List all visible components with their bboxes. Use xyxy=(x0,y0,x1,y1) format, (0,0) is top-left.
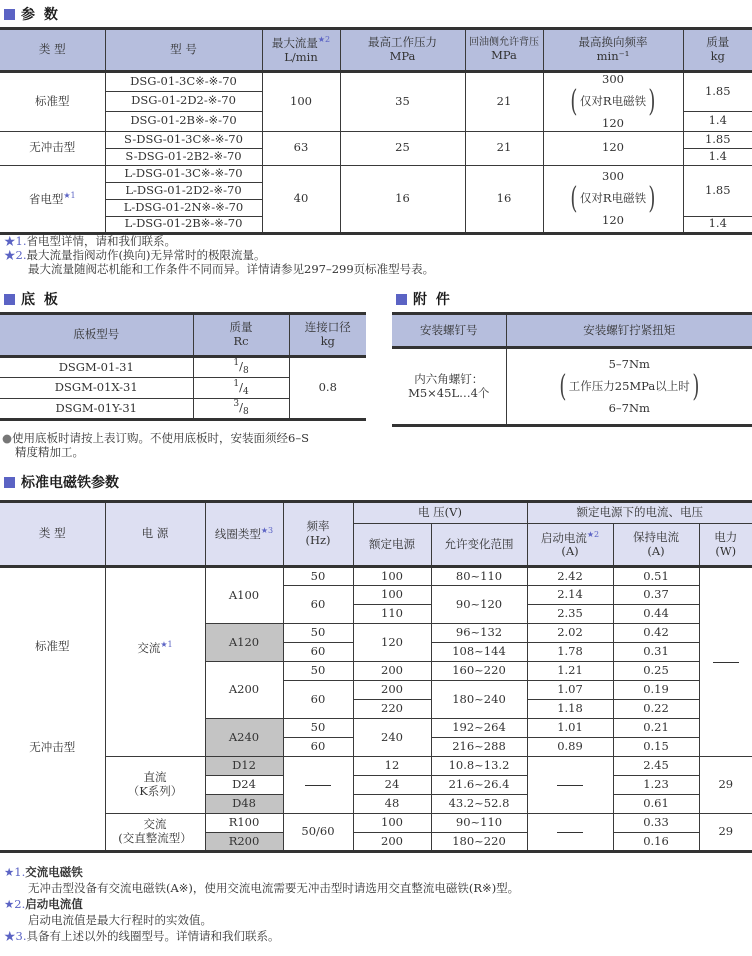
inrush-cell: 1.07 xyxy=(527,681,613,700)
freq-cell: 60 xyxy=(283,643,353,662)
note-2: ★2.最大流量指阀动作(换向)无异常时的极限流量。 xyxy=(4,248,266,262)
params-title-text: 参 数 xyxy=(21,7,60,23)
baseplate-table xyxy=(0,312,366,421)
dc-freq-cell xyxy=(283,757,353,814)
baseplate-mass-cell: 0.8 xyxy=(289,357,366,420)
col-header-max-flow: 最大流量$^{★2}$ L/min xyxy=(262,29,340,72)
back-pressure-cell: 21 xyxy=(465,72,543,132)
holding-cell: 0.42 xyxy=(613,624,699,643)
screw-cell: 内六角螺钉： M5×45L…4个 xyxy=(392,348,506,426)
col-header-range: 允许变化范围 xyxy=(431,524,527,567)
inrush-cell: 2.02 xyxy=(527,624,613,643)
coil-cell: A240 xyxy=(205,719,283,757)
range-cell: 192~264 xyxy=(431,719,527,738)
table-row xyxy=(0,72,752,92)
freq-cell: 50 xyxy=(283,624,353,643)
section-square-icon xyxy=(4,9,15,20)
params-notes xyxy=(4,234,434,276)
holding-cell: 0.31 xyxy=(613,643,699,662)
baseplate-title-text: 底 板 xyxy=(21,292,60,308)
range-cell: 10.8~13.2 xyxy=(431,757,527,776)
inrush-cell: 2.42 xyxy=(527,567,613,586)
note-2-continued: 最大流量随阀芯机能和工作条件不同而异。详情请参见297–299页标准型号表。 xyxy=(28,262,435,276)
torque-cell: 5–7Nm ( 工作压力25MPa以上时 ) 6–7Nm xyxy=(506,348,752,426)
rated-cell: 100 xyxy=(353,586,431,605)
range-cell: 180~220 xyxy=(431,833,527,852)
range-cell: 160~220 xyxy=(431,662,527,681)
rated-cell: 220 xyxy=(353,700,431,719)
model-cell: L-DSG-01-3C※-※-70 xyxy=(105,165,262,182)
type-cell: 标准型 xyxy=(0,72,105,132)
range-cell: 90~120 xyxy=(431,586,527,624)
type-shockless-cell: 无冲击型 xyxy=(0,757,105,852)
back-pressure-cell: 16 xyxy=(465,165,543,233)
model-cell: DSG-01-3C※-※-70 xyxy=(105,72,262,92)
col-header-baseplate-mass: 质量 Rc xyxy=(193,314,289,357)
dash-icon xyxy=(557,832,583,833)
holding-cell: 0.16 xyxy=(613,833,699,852)
range-cell: 43.2~52.8 xyxy=(431,795,527,814)
coil-cell: R100 xyxy=(205,814,283,833)
accessory-title-text: 附 件 xyxy=(413,292,452,308)
table-row xyxy=(0,567,752,586)
max-freq-cell: 300 ( 仅对R电磁铁 ) 120 xyxy=(543,165,683,233)
params-section-title xyxy=(4,4,60,24)
col-header-voltage: 电 压(V) xyxy=(353,502,527,524)
freq-cell: 60 xyxy=(283,586,353,624)
holding-cell: 0.19 xyxy=(613,681,699,700)
range-cell: 216~288 xyxy=(431,738,527,757)
type-cell: 省电型$^{★1}$ xyxy=(0,165,105,233)
col-header-freq: 频率 (Hz) xyxy=(283,502,353,567)
coil-cell: A100 xyxy=(205,567,283,624)
rated-cell: 24 xyxy=(353,776,431,795)
inrush-cell: 1.21 xyxy=(527,662,613,681)
coil-cell: A120 xyxy=(205,624,283,662)
baseplate-section-title xyxy=(4,289,60,309)
inrush-cell: 1.78 xyxy=(527,643,613,662)
range-cell: 80~110 xyxy=(431,567,527,586)
coil-cell: R200 xyxy=(205,833,283,852)
col-header-holding: 保持电流 (A) xyxy=(613,524,699,567)
accessory-table xyxy=(392,312,752,427)
col-header-type: 类 型 xyxy=(0,29,105,72)
accessory-section-title xyxy=(396,289,452,309)
table-row xyxy=(0,131,752,148)
power-dc-cell: 直流 （K系列） xyxy=(105,757,205,814)
model-cell: L-DSG-01-2N※-※-70 xyxy=(105,199,262,216)
col-header-max-freq: 最高换向频率 min⁻¹ xyxy=(543,29,683,72)
mass-cell: 1.4 xyxy=(683,148,752,165)
holding-cell: 2.45 xyxy=(613,757,699,776)
model-cell: S-DSG-01-2B2-※-70 xyxy=(105,148,262,165)
dash-icon xyxy=(557,785,583,786)
dash-icon xyxy=(305,785,331,786)
col-header-sol-power: 电 源 xyxy=(105,502,205,567)
col-header-max-pressure: 最高工作压力 MPa xyxy=(340,29,465,72)
holding-cell: 0.15 xyxy=(613,738,699,757)
holding-cell: 0.61 xyxy=(613,795,699,814)
freq-cell: 50 xyxy=(283,719,353,738)
inrush-cell: 0.89 xyxy=(527,738,613,757)
freq-cell: 60 xyxy=(283,681,353,719)
sol-note-2-title: ★2.启动电流值 xyxy=(4,897,83,911)
holding-cell: 0.51 xyxy=(613,567,699,586)
table-row xyxy=(0,165,752,182)
range-cell: 108~144 xyxy=(431,643,527,662)
holding-cell: 1.23 xyxy=(613,776,699,795)
rated-cell: 100 xyxy=(353,567,431,586)
max-flow-cell: 100 xyxy=(262,72,340,132)
range-cell: 180~240 xyxy=(431,681,527,719)
note-1: ★1.省电型详情，请和我们联系。 xyxy=(4,234,176,248)
holding-cell: 0.33 xyxy=(613,814,699,833)
mass-cell: 1.85 xyxy=(683,165,752,216)
holding-cell: 0.22 xyxy=(613,700,699,719)
col-header-mass: 质量 kg xyxy=(683,29,752,72)
max-flow-cell: 40 xyxy=(262,165,340,233)
rated-cell: 200 xyxy=(353,833,431,852)
col-header-coil: 线圈类型$^{★3}$ xyxy=(205,502,283,567)
coil-cell: D12 xyxy=(205,757,283,776)
col-header-current-group: 额定电源下的电流、电压 xyxy=(527,502,752,524)
max-pressure-cell: 25 xyxy=(340,131,465,165)
back-pressure-cell: 21 xyxy=(465,131,543,165)
rect-inrush-cell xyxy=(527,814,613,852)
mass-cell: 1.85 xyxy=(683,72,752,112)
table-row xyxy=(0,814,752,833)
coil-cell: A200 xyxy=(205,662,283,719)
col-header-rated: 额定电源 xyxy=(353,524,431,567)
power-ac-cell: 交流$^{★1}$ xyxy=(105,567,205,757)
range-cell: 90~110 xyxy=(431,814,527,833)
model-cell: DSG-01-2D2-※-70 xyxy=(105,91,262,111)
holding-cell: 0.25 xyxy=(613,662,699,681)
rated-cell: 200 xyxy=(353,681,431,700)
range-cell: 21.6~26.4 xyxy=(431,776,527,795)
solenoid-table xyxy=(0,500,752,853)
dash-icon xyxy=(713,662,739,663)
max-freq-cell: 300 ( 仅对R电磁铁 ) 120 xyxy=(543,72,683,132)
inrush-cell: 1.18 xyxy=(527,700,613,719)
baseplate-note: ●使用底板时请按上表订购。不使用底板时，安装面须经6–S 精度精加工。 xyxy=(2,431,309,459)
type-standard-cell: 标准型 xyxy=(0,567,105,757)
holding-cell: 0.37 xyxy=(613,586,699,605)
col-header-back-pressure: 回油侧允许背压 MPa xyxy=(465,29,543,72)
params-table xyxy=(0,27,752,235)
solenoid-section-title xyxy=(4,472,119,492)
max-pressure-cell: 16 xyxy=(340,165,465,233)
rated-cell: 110 xyxy=(353,605,431,624)
baseplate-model-cell: DSGM-01X-31 xyxy=(0,378,193,399)
sol-note-3: ★3.具备有上述以外的线圈型号。详情请和我们联系。 xyxy=(4,929,280,943)
model-cell: S-DSG-01-3C※-※-70 xyxy=(105,131,262,148)
rc-fraction-cell: $^1/_8$ xyxy=(193,357,289,378)
section-square-icon xyxy=(396,294,407,305)
type-cell: 无冲击型 xyxy=(0,131,105,165)
col-header-inrush: 启动电流$^{★2}$ (A) xyxy=(527,524,613,567)
section-square-icon xyxy=(4,294,15,305)
rc-fraction-cell: $^3/_8$ xyxy=(193,399,289,420)
holding-cell: 0.21 xyxy=(613,719,699,738)
max-pressure-cell: 35 xyxy=(340,72,465,132)
sol-note-2-text: 启动电流值是最大行程时的实效值。 xyxy=(28,913,212,927)
dc-inrush-cell xyxy=(527,757,613,814)
mass-cell: 1.4 xyxy=(683,111,752,131)
rated-cell: 240 xyxy=(353,719,431,757)
rated-cell: 12 xyxy=(353,757,431,776)
inrush-cell: 2.14 xyxy=(527,586,613,605)
col-header-screw: 安装螺钉号 xyxy=(392,314,506,348)
col-header-sol-type: 类 型 xyxy=(0,502,105,567)
col-header-model: 型 号 xyxy=(105,29,262,72)
col-header-power-w: 电力 (W) xyxy=(699,524,752,567)
holding-cell: 0.44 xyxy=(613,605,699,624)
mass-cell: 1.4 xyxy=(683,216,752,233)
max-flow-cell: 63 xyxy=(262,131,340,165)
table-row xyxy=(0,757,752,776)
model-cell: DSG-01-2B※-※-70 xyxy=(105,111,262,131)
baseplate-model-cell: DSGM-01-31 xyxy=(0,357,193,378)
dc-power-cell: 29 xyxy=(699,757,752,814)
sol-note-1-title: ★1.交流电磁铁 xyxy=(4,865,83,879)
rect-freq-cell: 50/60 xyxy=(283,814,353,852)
sol-note-1-text: 无冲击型没备有交流电磁铁(A※)，使用交流电流需要无冲击型时请选用交直整流电磁铁(R※)型。 xyxy=(28,881,520,895)
inrush-cell: 1.01 xyxy=(527,719,613,738)
range-cell: 96~132 xyxy=(431,624,527,643)
rect-power-cell: 29 xyxy=(699,814,752,852)
rated-cell: 48 xyxy=(353,795,431,814)
section-square-icon xyxy=(4,477,15,488)
max-freq-cell: 120 xyxy=(543,131,683,165)
rated-cell: 120 xyxy=(353,624,431,662)
table-row xyxy=(0,357,366,378)
model-cell: L-DSG-01-2D2-※-70 xyxy=(105,182,262,199)
solenoid-title-text: 标准电磁铁参数 xyxy=(21,475,119,491)
mass-cell: 1.85 xyxy=(683,131,752,148)
freq-cell: 50 xyxy=(283,662,353,681)
rated-cell: 200 xyxy=(353,662,431,681)
rc-fraction-cell: $^1/_4$ xyxy=(193,378,289,399)
ac-power-cell xyxy=(699,567,752,757)
inrush-cell: 2.35 xyxy=(527,605,613,624)
col-header-baseplate-port: 连接口径 kg xyxy=(289,314,366,357)
freq-cell: 60 xyxy=(283,738,353,757)
model-cell: L-DSG-01-2B※-※-70 xyxy=(105,216,262,233)
baseplate-model-cell: DSGM-01Y-31 xyxy=(0,399,193,420)
col-header-torque: 安装螺钉拧紧扭矩 xyxy=(506,314,752,348)
col-header-baseplate-model: 底板型号 xyxy=(0,314,193,357)
power-rect-cell: 交流 (交直整流型） xyxy=(105,814,205,852)
coil-cell: D24 xyxy=(205,776,283,795)
table-row xyxy=(392,348,752,426)
rated-cell: 100 xyxy=(353,814,431,833)
freq-cell: 50 xyxy=(283,567,353,586)
solenoid-notes xyxy=(4,864,519,944)
coil-cell: D48 xyxy=(205,795,283,814)
